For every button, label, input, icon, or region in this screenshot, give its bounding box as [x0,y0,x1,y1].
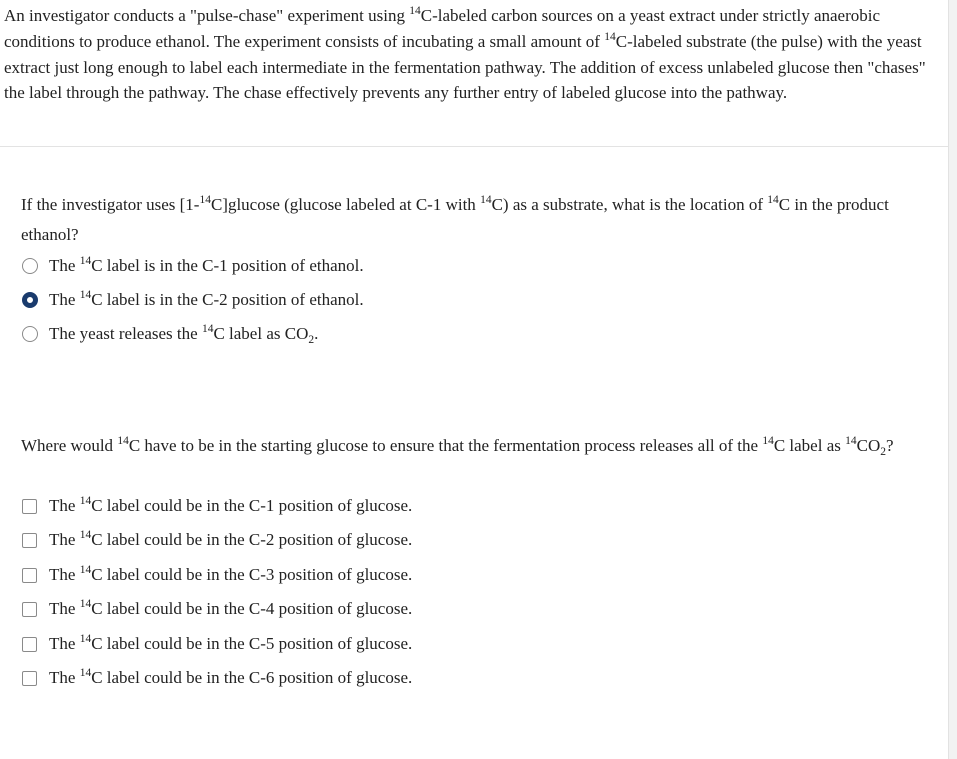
q2-option-c6-glucose[interactable] [22,663,412,693]
q2-option-c2-glucose[interactable] [22,525,412,555]
q2-text-3: C label as [773,436,846,455]
q1-option-c2-ethanol[interactable] [22,285,364,315]
q1-option-c1-ethanol[interactable] [22,251,364,281]
checkbox[interactable] [22,533,37,548]
intro-text-2: C-labeled carbon sources on a yeast extract under strictly anaerobic conditions to produce ethanol. The experiment consists of incubating a small amount of [4,6,881,51]
option-label: The $^{14}$C label could be in the C-4 position of glucose. [49,598,413,618]
q1-option-co2[interactable] [22,319,318,349]
intro-sup-2: 14 [604,30,616,43]
intro-text-1: An investigator conducts a "pulse-chase" experiment using [4,6,410,25]
scrollbar-track[interactable] [948,0,957,759]
q1-text-3: C) as a substrate, what is the location of [491,195,768,214]
q1-sup-3: 14 [767,194,779,206]
q1-sup-2: 14 [480,194,492,206]
q2-sub-4: 2 [880,446,886,458]
q1-text-2: C]glucose (glucose labeled at C-1 with [210,195,481,214]
q2-sup-2: 14 [762,435,774,447]
q2-sup-3: 14 [845,435,857,447]
q2-option-c1-glucose[interactable] [22,491,412,521]
option-label: The $^{14}$C label could be in the C-2 position of glucose. [49,529,413,549]
checkbox[interactable] [22,637,37,652]
intro-text-3: C-labeled substrate (the pulse) with the yeast extract just long enough to label each intermediate in the fermentation pathway. The addition of excess unlabeled glucose then "chases" the label through the pathway. The chase effectively prevents any further entry of labeled glucose into the pathway. [4,31,926,103]
checkbox[interactable] [22,671,37,686]
option-label: The $^{14}$C label could be in the C-3 position of glucose. [49,564,413,584]
question-2-prompt [21,431,911,461]
option-label: The $^{14}$C label is in the C-1 position of ethanol. [49,255,364,275]
intro-divider [0,146,948,147]
q2-option-c5-glucose[interactable] [22,629,412,659]
checkbox[interactable] [22,499,37,514]
q1-text-4: C in the product ethanol? [21,195,889,244]
q1-sup-1: 14 [199,194,211,206]
option-label: The $^{14}$C label could be in the C-5 position of glucose. [49,633,413,653]
checkbox[interactable] [22,602,37,617]
radio-button[interactable] [22,258,38,274]
q2-text-4: CO [856,436,881,455]
checkbox[interactable] [22,568,37,583]
question-1-prompt [21,190,911,250]
option-label: The $^{14}$C label could be in the C-1 position of glucose. [49,495,413,515]
intro-sup-1: 14 [409,5,421,17]
radio-button[interactable] [22,326,38,342]
radio-button-selected[interactable] [22,292,38,308]
q2-option-c3-glucose[interactable] [22,560,412,590]
q2-sup-1: 14 [117,435,129,447]
q1-text-1: If the investigator uses [1- [21,195,200,214]
option-label: The $^{14}$C label is in the C-2 position of ethanol. [49,289,364,309]
intro-paragraph [4,3,939,106]
q2-text-2: C have to be in the starting glucose to ensure that the fermentation process releases all of the [128,436,763,455]
option-label: The $^{14}$C label could be in the C-6 position of glucose. [49,667,413,687]
q2-text-5: ? [886,436,894,455]
option-label: The yeast releases the $^{14}$C label as $CO_2$. [49,323,319,346]
q2-option-c4-glucose[interactable] [22,594,412,624]
q2-text-1: Where would [21,436,118,455]
